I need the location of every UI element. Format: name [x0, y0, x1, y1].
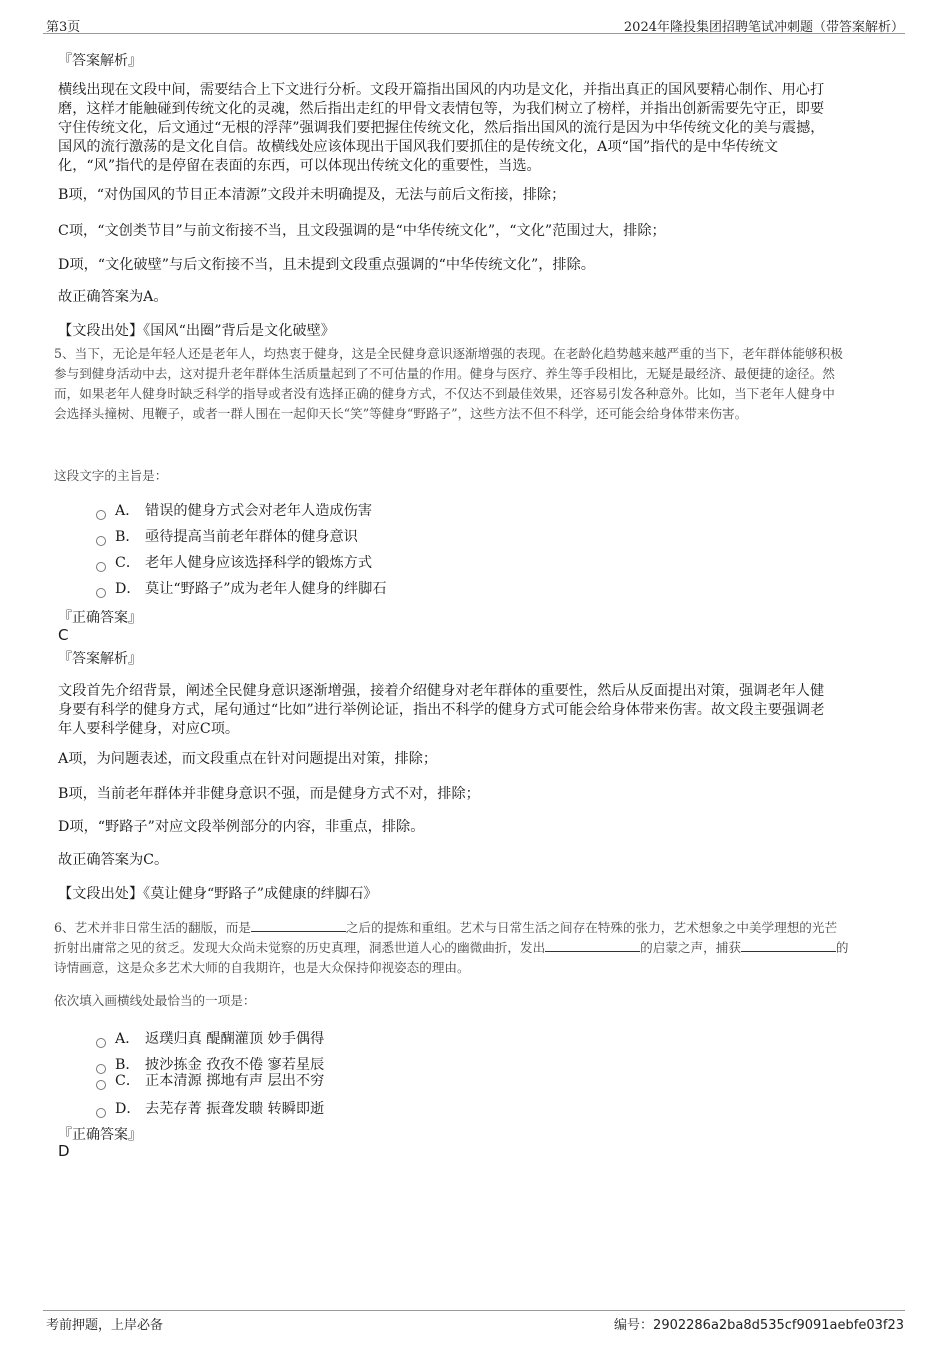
- q6-stem-text: 之后的提炼和重组。艺术与日常生活之间存在特殊的张力，艺术想象之中美学理想的光芒: [345, 920, 838, 935]
- code-label: 编号：: [614, 1318, 654, 1333]
- q5-option-d[interactable]: [96, 579, 387, 599]
- analysis-label: 『答案解析』: [58, 651, 142, 667]
- q4-analysis-line: 守住传统文化，后文通过“无根的浮萍”强调我们要把握住传统文化，然后指出国风的流行是因为中华传统文化的美与震撼，: [58, 120, 825, 136]
- q4-option-b-analysis: B项，“对伪国风的节目正本清源”文段并未明确提及，无法与前后文衔接，排除；: [58, 187, 566, 203]
- q5-analysis-line: 年人要科学健身，对应C项。: [58, 721, 240, 737]
- q6-stem-text: 折射出庸常之见的贫乏。发现大众尚未觉察的历史真理，洞悉世道人心的幽微曲折，发出: [54, 940, 546, 955]
- option-key: A．: [115, 503, 140, 519]
- radio-button-icon[interactable]: [96, 588, 106, 598]
- option-key: B．: [115, 1057, 140, 1073]
- q5-analysis-line: 身要有科学的健身方式，尾句通过“比如”进行举例论证，指出不科学的健身方式可能会给身体带来伤害。故文段主要强调老: [58, 702, 825, 718]
- q5-option-d-analysis: D项，“野路子”对应文段举例部分的内容，非重点，排除。: [58, 819, 425, 835]
- option-key: C．: [115, 1073, 141, 1089]
- radio-button-icon[interactable]: [96, 1080, 106, 1090]
- q5-stem-line: 5、当下，无论是年轻人还是老年人，均热衷于健身，这是全民健身意识逐渐增强的表现。在老龄化趋势越来越严重的当下，老年群体能够积极: [54, 346, 843, 361]
- footer-slogan: 考前押题，上岸必备: [46, 1318, 164, 1333]
- radio-button-icon[interactable]: [96, 510, 106, 520]
- q5-stem-line: 而，如果老年人健身时缺乏科学的指导或者没有选择正确的健身方式，不仅达不到最佳效果，还容易引发各种意外。比如，当下老年人健身中: [54, 386, 835, 401]
- q4-option-d-analysis: D项，“文化破壁”与后文衔接不当，且未提到文段重点强调的“中华传统文化”，排除。: [58, 257, 595, 273]
- option-text: 老年人健身应该选择科学的锻炼方式: [145, 555, 373, 571]
- q6-stem-line: [54, 938, 914, 958]
- code-value: 2902286a2ba8d535cf9091aebfe03f23: [653, 1318, 904, 1333]
- option-text: 亟待提高当前老年群体的健身意识: [145, 529, 358, 545]
- q6-option-c[interactable]: [96, 1073, 324, 1089]
- option-text: 错误的健身方式会对老年人造成伤害: [145, 503, 373, 519]
- q6-stem: [54, 918, 914, 978]
- q6-stem-text: 的: [835, 940, 849, 955]
- q4-analysis: [58, 81, 898, 176]
- q6-option-b[interactable]: [96, 1057, 324, 1073]
- q4-conclusion: 故正确答案为A。: [58, 289, 168, 305]
- q4-option-c-analysis: C项，“文创类节目”与前文衔接不当，且文段强调的是“中华传统文化”，“文化”范围过大，排除；: [58, 223, 666, 239]
- radio-button-icon[interactable]: [96, 1064, 106, 1074]
- q6-stem-text: 6、艺术并非日常生活的翻版，而是: [54, 920, 251, 935]
- option-key: C．: [115, 555, 141, 571]
- radio-button-icon[interactable]: [96, 1038, 106, 1048]
- q5-source: 【文段出处】《莫让健身“野路子”成健康的绊脚石》: [58, 886, 378, 902]
- q5-stem: [54, 344, 904, 424]
- q6-options: [96, 1029, 324, 1119]
- q6-stem-line: 诗情画意，这是众多艺术大师的自我期许，也是大众保持仰视姿态的理由。: [54, 960, 470, 975]
- analysis-label: 『答案解析』: [58, 53, 142, 69]
- q4-analysis-line: 横线出现在文段中间，需要结合上下文进行分析。文段开篇指出国风的内功是文化，并指出真正的国风要精心制作、用心打: [58, 82, 825, 98]
- option-text: 莫让“野路子”成为老年人健身的绊脚石: [145, 581, 387, 597]
- document-code: [614, 1314, 904, 1333]
- page-number: 第3页: [46, 20, 81, 35]
- q6-option-a[interactable]: [96, 1029, 324, 1049]
- q5-option-b[interactable]: [96, 527, 387, 547]
- footer-divider: [43, 1310, 905, 1311]
- q5-option-a[interactable]: [96, 501, 387, 521]
- radio-button-icon[interactable]: [96, 562, 106, 572]
- correct-answer-value: C: [58, 626, 69, 644]
- q6-stem-text: 的启蒙之声，捕获: [640, 940, 741, 955]
- q5-analysis: [58, 682, 898, 739]
- option-text: 返璞归真 醍醐灌顶 妙手偶得: [145, 1031, 325, 1047]
- correct-answer-label: 『正确答案』: [58, 610, 142, 626]
- q5-analysis-line: 文段首先介绍背景，阐述全民健身意识逐渐增强，接着介绍健身对老年群体的重要性，然后从反面提出对策，强调老年人健: [58, 683, 825, 699]
- option-key: D．: [115, 1101, 141, 1117]
- q4-analysis-line: 国风的流行激荡的是文化自信。故横线处应该体现出于国风我们要抓住的是传统文化，A项“国”指代的是中华传统文: [58, 139, 778, 155]
- fill-blank: [741, 939, 836, 952]
- radio-button-icon[interactable]: [96, 1108, 106, 1118]
- option-text: 披沙拣金 孜孜不倦 寥若星辰: [145, 1057, 325, 1073]
- fill-blank: [545, 939, 640, 952]
- q6-stem-line: [54, 918, 914, 938]
- q4-source: 【文段出处】《国风“出圈”背后是文化破壁》: [58, 323, 335, 339]
- q5-conclusion: 故正确答案为C。: [58, 852, 169, 868]
- option-key: D．: [115, 581, 141, 597]
- q6-prompt: 依次填入画横线处最恰当的一项是：: [54, 993, 256, 1008]
- option-key: A．: [115, 1031, 140, 1047]
- q5-stem-line: 会选择头撞树、甩鞭子，或者一群人围在一起仰天长“笑”等健身“野路子”，这些方法不但不科学，还可能会给身体带来伤害。: [54, 406, 748, 421]
- q4-analysis-line: 化，“风”指代的是停留在表面的东西，可以体现出传统文化的重要性，当选。: [58, 158, 541, 174]
- correct-answer-label: 『正确答案』: [58, 1127, 142, 1143]
- q5-stem-line: 参与到健身活动中去，这对提升老年群体生活质量起到了不可估量的作用。健身与医疗、养生等手段相比，无疑是最经济、最便捷的途径。然: [54, 366, 835, 381]
- q5-option-a-analysis: A项，为问题表述，而文段重点在针对问题提出对策，排除；: [58, 751, 438, 767]
- q6-option-d[interactable]: [96, 1099, 324, 1119]
- option-text: 去芜存菁 振聋发聩 转瞬即逝: [145, 1101, 325, 1117]
- q5-prompt: 这段文字的主旨是：: [54, 468, 168, 483]
- q5-option-c[interactable]: [96, 553, 387, 573]
- q5-options: [96, 501, 387, 599]
- option-key: B．: [115, 529, 140, 545]
- radio-button-icon[interactable]: [96, 536, 106, 546]
- option-text: 正本清源 掷地有声 层出不穷: [145, 1073, 325, 1089]
- fill-blank: [251, 919, 346, 932]
- correct-answer-value: D: [58, 1142, 70, 1160]
- header-divider: [43, 33, 905, 34]
- document-title: 2024年隆投集团招聘笔试冲刺题（带答案解析）: [623, 20, 904, 35]
- q5-option-b-analysis: B项，当前老年群体并非健身意识不强，而是健身方式不对，排除；: [58, 786, 480, 802]
- q4-analysis-line: 磨，这样才能触碰到传统文化的灵魂，然后指出走红的甲骨文表情包等，为我们树立了榜样，并指出创新需要先守正，即要: [58, 101, 825, 117]
